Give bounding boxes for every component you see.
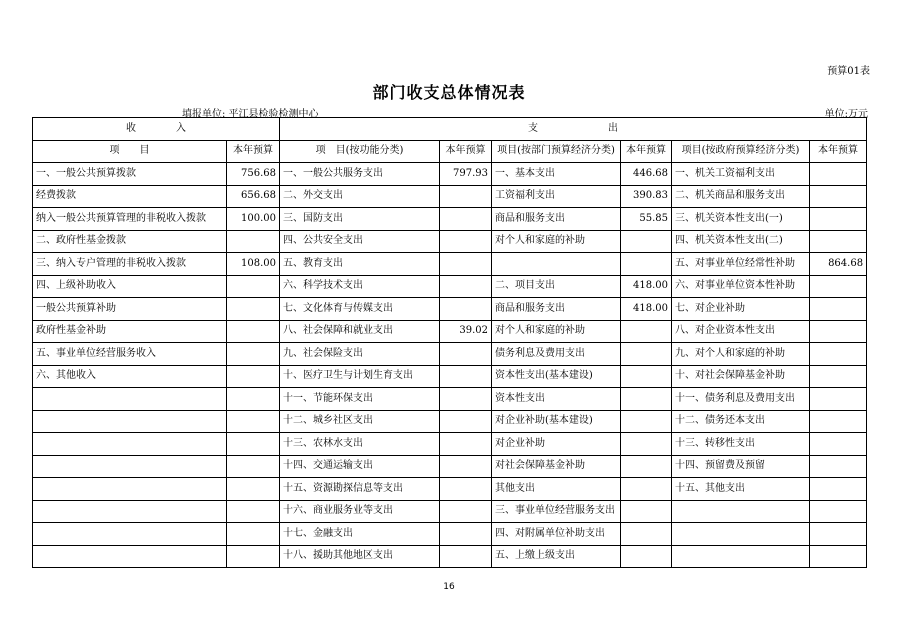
currency-unit: 单位:万元: [824, 109, 868, 120]
functional-item-cell: 十六、商业服务业等支出: [280, 500, 440, 523]
dept-economic-item-cell: 对企业补助: [492, 433, 621, 456]
income-item-cell: [33, 455, 227, 478]
gov-economic-item-cell: 十一、债务利息及费用支出: [672, 388, 810, 411]
dept-economic-amount-cell: [621, 365, 672, 388]
income-item-cell: 纳入一般公共预算管理的非税收入拨款: [33, 208, 227, 231]
dept-economic-amount-cell: [621, 478, 672, 501]
dept-economic-amount-cell: [621, 343, 672, 366]
table-row: [33, 163, 867, 186]
table-row: [33, 320, 867, 343]
gov-economic-item-cell: 九、对个人和家庭的补助: [672, 343, 810, 366]
table-row: [33, 545, 867, 568]
expenditure-section-header: 支 出: [280, 118, 867, 141]
gov-economic-amount-cell: [810, 478, 867, 501]
income-item-cell: 四、上级补助收入: [33, 275, 227, 298]
functional-amount-cell: [440, 365, 492, 388]
income-amount-cell: [227, 478, 280, 501]
dept-economic-amount-cell: [621, 253, 672, 276]
functional-amount-cell: [440, 275, 492, 298]
income-item-cell: 五、事业单位经营服务收入: [33, 343, 227, 366]
gov-economic-amount-cell: [810, 388, 867, 411]
functional-item-cell: 二、外交支出: [280, 185, 440, 208]
table-row: [33, 185, 867, 208]
gov-economic-item-cell: [672, 500, 810, 523]
dept-economic-item-cell: 对社会保障基金补助: [492, 455, 621, 478]
gov-economic-amount-cell: [810, 185, 867, 208]
functional-item-cell: 五、教育支出: [280, 253, 440, 276]
gov-economic-amount-cell: [810, 275, 867, 298]
functional-amount-cell: [440, 500, 492, 523]
functional-amount-cell: [440, 230, 492, 253]
functional-item-cell: 八、社会保障和就业支出: [280, 320, 440, 343]
dept-economic-item-cell: 工资福利支出: [492, 185, 621, 208]
gov-economic-item-cell: 十四、预留费及预留: [672, 455, 810, 478]
functional-item-cell: 十一、节能环保支出: [280, 388, 440, 411]
gov-economic-amount-cell: 864.68: [810, 253, 867, 276]
dept-economic-item-cell: 其他支出: [492, 478, 621, 501]
functional-amount-cell: [440, 208, 492, 231]
dept-economic-amount-cell: 418.00: [621, 275, 672, 298]
functional-item-cell: 十、医疗卫生与计划生育支出: [280, 365, 440, 388]
functional-item-cell: 十二、城乡社区支出: [280, 410, 440, 433]
header-row-sections: [33, 118, 867, 141]
functional-item-cell: 一、一般公共服务支出: [280, 163, 440, 186]
table-row: [33, 455, 867, 478]
functional-item-cell: 七、文化体育与传媒支出: [280, 298, 440, 321]
gov-economic-amount-cell: [810, 433, 867, 456]
income-item-cell: 一、一般公共预算拨款: [33, 163, 227, 186]
income-amount-cell: [227, 230, 280, 253]
income-amount-cell: [227, 388, 280, 411]
gov-economic-item-cell: 十三、转移性支出: [672, 433, 810, 456]
functional-amount-cell: [440, 523, 492, 546]
table-row: [33, 388, 867, 411]
income-item-cell: 六、其他收入: [33, 365, 227, 388]
dept-economic-item-cell: 对个人和家庭的补助: [492, 320, 621, 343]
table-row: [33, 208, 867, 231]
dept-economic-item-cell: 二、项目支出: [492, 275, 621, 298]
income-amount-cell: [227, 410, 280, 433]
dept-economic-amount-cell: [621, 545, 672, 568]
income-amount-cell: [227, 343, 280, 366]
table-row: [33, 275, 867, 298]
table-row: [33, 253, 867, 276]
dept-economic-item-cell: 四、对附属单位补助支出: [492, 523, 621, 546]
dept-economic-item-cell: [492, 253, 621, 276]
gov-economic-item-cell: 六、对事业单位资本性补助: [672, 275, 810, 298]
table-row: [33, 230, 867, 253]
gov-economic-amount-cell: [810, 410, 867, 433]
header-row-columns: [33, 140, 867, 163]
table-row: [33, 365, 867, 388]
gov-economic-item-cell: 五、对事业单位经常性补助: [672, 253, 810, 276]
income-item-cell: [33, 523, 227, 546]
functional-item-cell: 十五、资源勘探信息等支出: [280, 478, 440, 501]
gov-economic-amount-cell: [810, 230, 867, 253]
dept-economic-item-cell: 对企业补助(基本建设): [492, 410, 621, 433]
gov-economic-budget-header: 本年预算: [810, 140, 867, 163]
gov-economic-item-cell: 三、机关资本性支出(一): [672, 208, 810, 231]
income-amount-cell: 100.00: [227, 208, 280, 231]
functional-item-cell: 六、科学技术支出: [280, 275, 440, 298]
gov-economic-item-cell: 十、对社会保障基金补助: [672, 365, 810, 388]
dept-economic-amount-cell: 390.83: [621, 185, 672, 208]
dept-economic-budget-header: 本年预算: [621, 140, 672, 163]
income-amount-cell: [227, 523, 280, 546]
dept-economic-item-cell: 一、基本支出: [492, 163, 621, 186]
functional-item-cell: 九、社会保险支出: [280, 343, 440, 366]
gov-economic-item-cell: 十五、其他支出: [672, 478, 810, 501]
functional-amount-cell: [440, 545, 492, 568]
gov-economic-item-cell: 二、机关商品和服务支出: [672, 185, 810, 208]
income-amount-cell: [227, 433, 280, 456]
table-row: [33, 500, 867, 523]
table-row: [33, 523, 867, 546]
gov-economic-amount-cell: [810, 455, 867, 478]
functional-item-cell: 十八、援助其他地区支出: [280, 545, 440, 568]
gov-economic-amount-cell: [810, 500, 867, 523]
functional-item-cell: 十四、交通运输支出: [280, 455, 440, 478]
functional-budget-header: 本年预算: [440, 140, 492, 163]
page-title: 部门收支总体情况表: [372, 83, 526, 102]
dept-economic-amount-cell: [621, 455, 672, 478]
income-item-cell: [33, 410, 227, 433]
dept-economic-amount-cell: 446.68: [621, 163, 672, 186]
income-amount-cell: [227, 275, 280, 298]
functional-item-cell: 十七、金融支出: [280, 523, 440, 546]
functional-amount-cell: [440, 343, 492, 366]
functional-item-cell: 三、国防支出: [280, 208, 440, 231]
gov-economic-amount-cell: [810, 298, 867, 321]
gov-economic-amount-cell: [810, 320, 867, 343]
dept-economic-item-cell: 三、事业单位经营服务支出: [492, 500, 621, 523]
dept-economic-amount-cell: [621, 410, 672, 433]
gov-economic-amount-cell: [810, 208, 867, 231]
income-item-cell: 政府性基金补助: [33, 320, 227, 343]
functional-item-cell: 十三、农林水支出: [280, 433, 440, 456]
income-amount-cell: [227, 500, 280, 523]
dept-economic-amount-cell: 55.85: [621, 208, 672, 231]
table-row: [33, 298, 867, 321]
dept-economic-item-cell: 对个人和家庭的补助: [492, 230, 621, 253]
gov-economic-item-header: 项目(按政府预算经济分类): [672, 140, 810, 163]
filling-unit: 填报单位: 平江县检验检测中心: [182, 109, 319, 120]
functional-amount-cell: [440, 478, 492, 501]
functional-item-header: 项 目(按功能分类): [280, 140, 440, 163]
income-amount-cell: 656.68: [227, 185, 280, 208]
functional-amount-cell: [440, 388, 492, 411]
gov-economic-item-cell: 四、机关资本性支出(二): [672, 230, 810, 253]
income-item-cell: 三、纳入专户管理的非税收入拨款: [33, 253, 227, 276]
dept-economic-item-header: 项目(按部门预算经济分类): [492, 140, 621, 163]
table-row: [33, 433, 867, 456]
dept-economic-item-cell: 商品和服务支出: [492, 298, 621, 321]
functional-amount-cell: [440, 433, 492, 456]
table-row: [33, 410, 867, 433]
income-item-cell: [33, 388, 227, 411]
gov-economic-amount-cell: [810, 163, 867, 186]
income-amount-cell: [227, 545, 280, 568]
income-item-cell: [33, 478, 227, 501]
gov-economic-item-cell: [672, 523, 810, 546]
gov-economic-item-cell: 七、对企业补助: [672, 298, 810, 321]
gov-economic-item-cell: 八、对企业资本性支出: [672, 320, 810, 343]
gov-economic-item-cell: [672, 545, 810, 568]
income-section-header: 收 入: [33, 118, 280, 141]
income-amount-cell: 756.68: [227, 163, 280, 186]
form-code: 预算01表: [827, 66, 870, 77]
income-amount-cell: 108.00: [227, 253, 280, 276]
functional-amount-cell: 797.93: [440, 163, 492, 186]
income-item-cell: 一般公共预算补助: [33, 298, 227, 321]
income-amount-cell: [227, 320, 280, 343]
income-item-cell: [33, 500, 227, 523]
dept-economic-amount-cell: [621, 523, 672, 546]
dept-economic-item-cell: 五、上缴上级支出: [492, 545, 621, 568]
income-item-cell: [33, 545, 227, 568]
income-item-cell: 经费拨款: [33, 185, 227, 208]
gov-economic-item-cell: 一、机关工资福利支出: [672, 163, 810, 186]
functional-amount-cell: [440, 455, 492, 478]
functional-amount-cell: 39.02: [440, 320, 492, 343]
functional-amount-cell: [440, 298, 492, 321]
table-row: [33, 343, 867, 366]
income-item-cell: 二、政府性基金拨款: [33, 230, 227, 253]
functional-amount-cell: [440, 185, 492, 208]
dept-economic-amount-cell: 418.00: [621, 298, 672, 321]
functional-amount-cell: [440, 253, 492, 276]
gov-economic-item-cell: 十二、债务还本支出: [672, 410, 810, 433]
dept-economic-item-cell: 资本性支出(基本建设): [492, 365, 621, 388]
table-row: [33, 478, 867, 501]
dept-economic-item-cell: 债务利息及费用支出: [492, 343, 621, 366]
dept-economic-item-cell: 商品和服务支出: [492, 208, 621, 231]
income-amount-cell: [227, 455, 280, 478]
budget-table: [32, 117, 867, 568]
dept-economic-amount-cell: [621, 388, 672, 411]
dept-economic-amount-cell: [621, 500, 672, 523]
income-amount-cell: [227, 365, 280, 388]
dept-economic-item-cell: 资本性支出: [492, 388, 621, 411]
income-budget-header: 本年预算: [227, 140, 280, 163]
dept-economic-amount-cell: [621, 433, 672, 456]
income-item-header: 项 目: [33, 140, 227, 163]
functional-item-cell: 四、公共安全支出: [280, 230, 440, 253]
income-item-cell: [33, 433, 227, 456]
page-number: 16: [443, 582, 455, 592]
gov-economic-amount-cell: [810, 545, 867, 568]
income-amount-cell: [227, 298, 280, 321]
gov-economic-amount-cell: [810, 365, 867, 388]
dept-economic-amount-cell: [621, 320, 672, 343]
gov-economic-amount-cell: [810, 523, 867, 546]
functional-amount-cell: [440, 410, 492, 433]
dept-economic-amount-cell: [621, 230, 672, 253]
gov-economic-amount-cell: [810, 343, 867, 366]
